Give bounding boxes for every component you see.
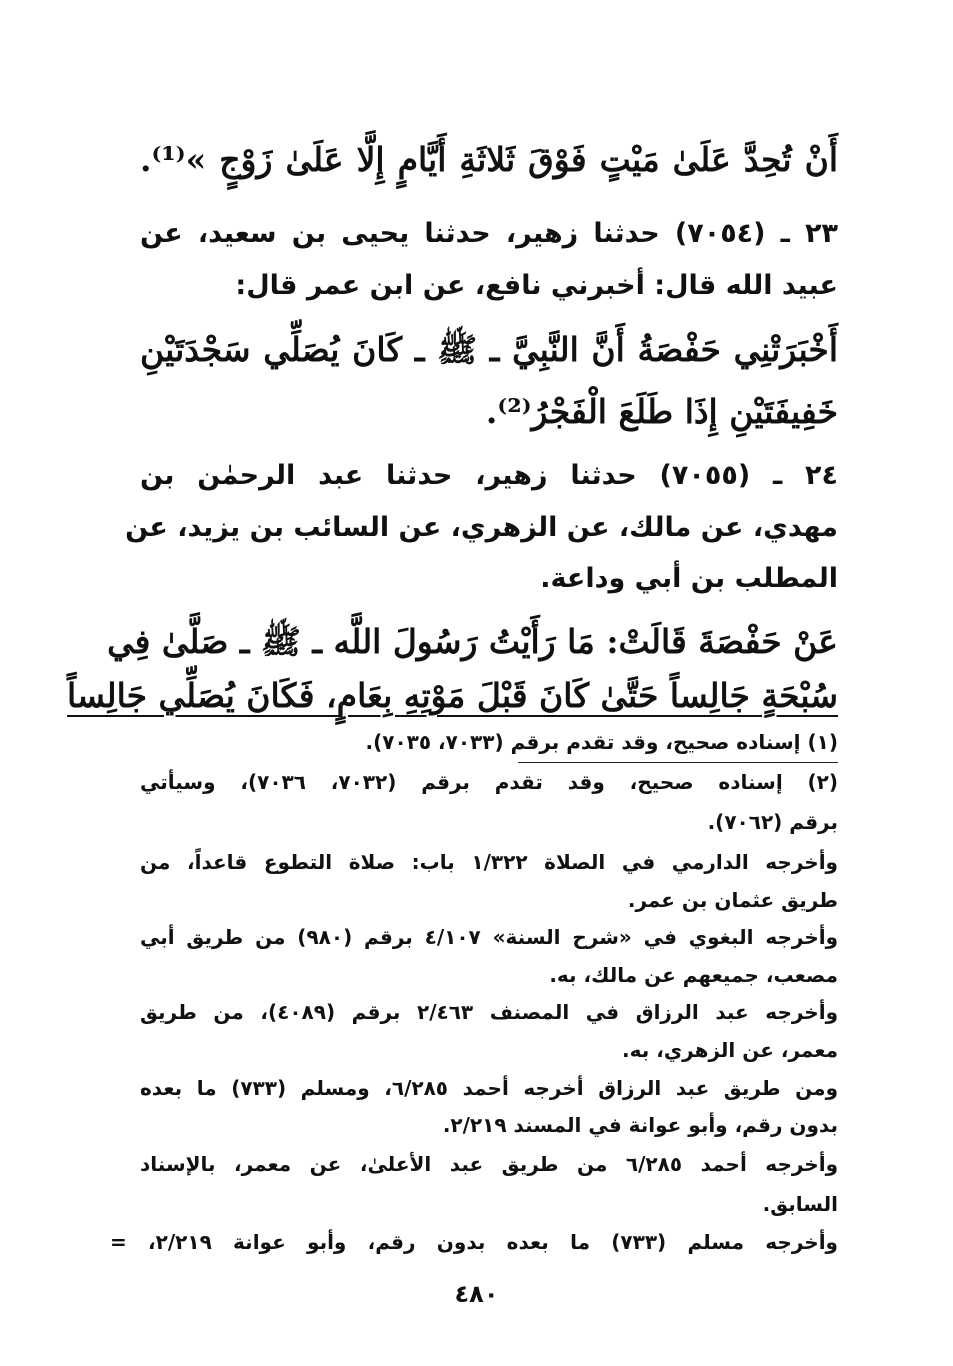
- hadith-text-line: خَفِيفَتَيْنِ إِذَا طَلَعَ الْفَجْرُ⁽²⁾.: [485, 392, 838, 431]
- hadith-text-line: أَنْ تُحِدَّ عَلَىٰ مَيْتٍ فَوْقَ ثَلاثَةِ أَيَّامٍ إِلَّا عَلَىٰ زَوْجٍ »⁽¹⁾.: [140, 140, 838, 179]
- isnad-line: المطلب بن أبي وداعة.: [540, 563, 838, 594]
- footnote-paragraph-line: وأخرجه أحمد ٦/٢٨٥ من طريق عبد الأعلىٰ، عن معمر، بالإسناد: [140, 1152, 838, 1176]
- footnote-paragraph-line: طريق عثمان بن عمر.: [627, 888, 838, 912]
- hadith-text-line: عَنْ حَفْصَةَ قَالَتْ: مَا رَأَيْتُ رَسُولَ اللَّه ـ ﷺ ـ صَلَّىٰ فِي: [107, 622, 838, 661]
- footnote-2-line: برقم (٧٠٦٢).: [707, 810, 838, 834]
- footnote-2-line: (٢) إسناده صحيح، وقد تقدم برقم (٧٠٣٢، ٧٠٣٦)، وسيأتي: [140, 770, 839, 794]
- footnote-paragraph-line: معمر، عن الزهري، به.: [622, 1038, 838, 1062]
- isnad-line: مهدي، عن مالك، عن الزهري، عن السائب بن يزيد، عن: [125, 512, 838, 543]
- isnad-line: ٢٤ ـ (٧٠٥٥) حدثنا زهير، حدثنا عبد الرحمٰن بن: [140, 460, 839, 491]
- hadith-text-line: سُبْحَةٍ جَالِساً حَتَّىٰ كَانَ قَبْلَ مَوْتِهِ بِعَامٍ، فَكَانَ يُصَلِّي جَالِساً: [67, 676, 838, 715]
- footnote-paragraph-line: السابق.: [762, 1192, 838, 1216]
- footnote-paragraph-line: وأخرجه الدارمي في الصلاة ١/٣٢٢ باب: صلاة التطوع قاعداً، من: [140, 850, 838, 874]
- footnote-paragraph-line: مصعب، جميعهم عن مالك، به.: [549, 963, 838, 987]
- footnote-paragraph-line: ومن طريق عبد الرزاق أخرجه أحمد ٦/٢٨٥، ومسلم (٧٣٣) ما بعده: [140, 1076, 838, 1100]
- footnote-separator: [518, 762, 838, 763]
- isnad-line: عبيد الله قال: أخبرني نافع، عن ابن عمر قال:: [235, 270, 838, 301]
- footnote-paragraph-line: وأخرجه مسلم (٧٣٣) ما بعده بدون رقم، وأبو عوانة ٢/٢١٩، =: [110, 1230, 838, 1254]
- footnote-paragraph-line: وأخرجه عبد الرزاق في المصنف ٢/٤٦٣ برقم (٤٠٨٩)، من طريق: [140, 1000, 838, 1024]
- footnote-1: (١) إسناده صحيح، وقد تقدم برقم (٧٠٣٣، ٧٠٣٥).: [365, 730, 838, 754]
- page-number: ٤٨٠: [454, 1280, 499, 1308]
- hadith-text-line: أَخْبَرَتْنِي حَفْصَةُ أَنَّ النَّبِيَّ ـ ﷺ ـ كَانَ يُصَلِّي سَجْدَتَيْنِ: [140, 330, 838, 369]
- footnote-paragraph-line: وأخرجه البغوي في «شرح السنة» ٤/١٠٧ برقم (٩٨٠) من طريق أبي: [140, 925, 839, 949]
- isnad-line: ٢٣ ـ (٧٠٥٤) حدثنا زهير، حدثنا يحيى بن سعيد، عن: [140, 218, 838, 249]
- footnote-paragraph-line: بدون رقم، وأبو عوانة في المسند ٢/٢١٩.: [442, 1113, 838, 1137]
